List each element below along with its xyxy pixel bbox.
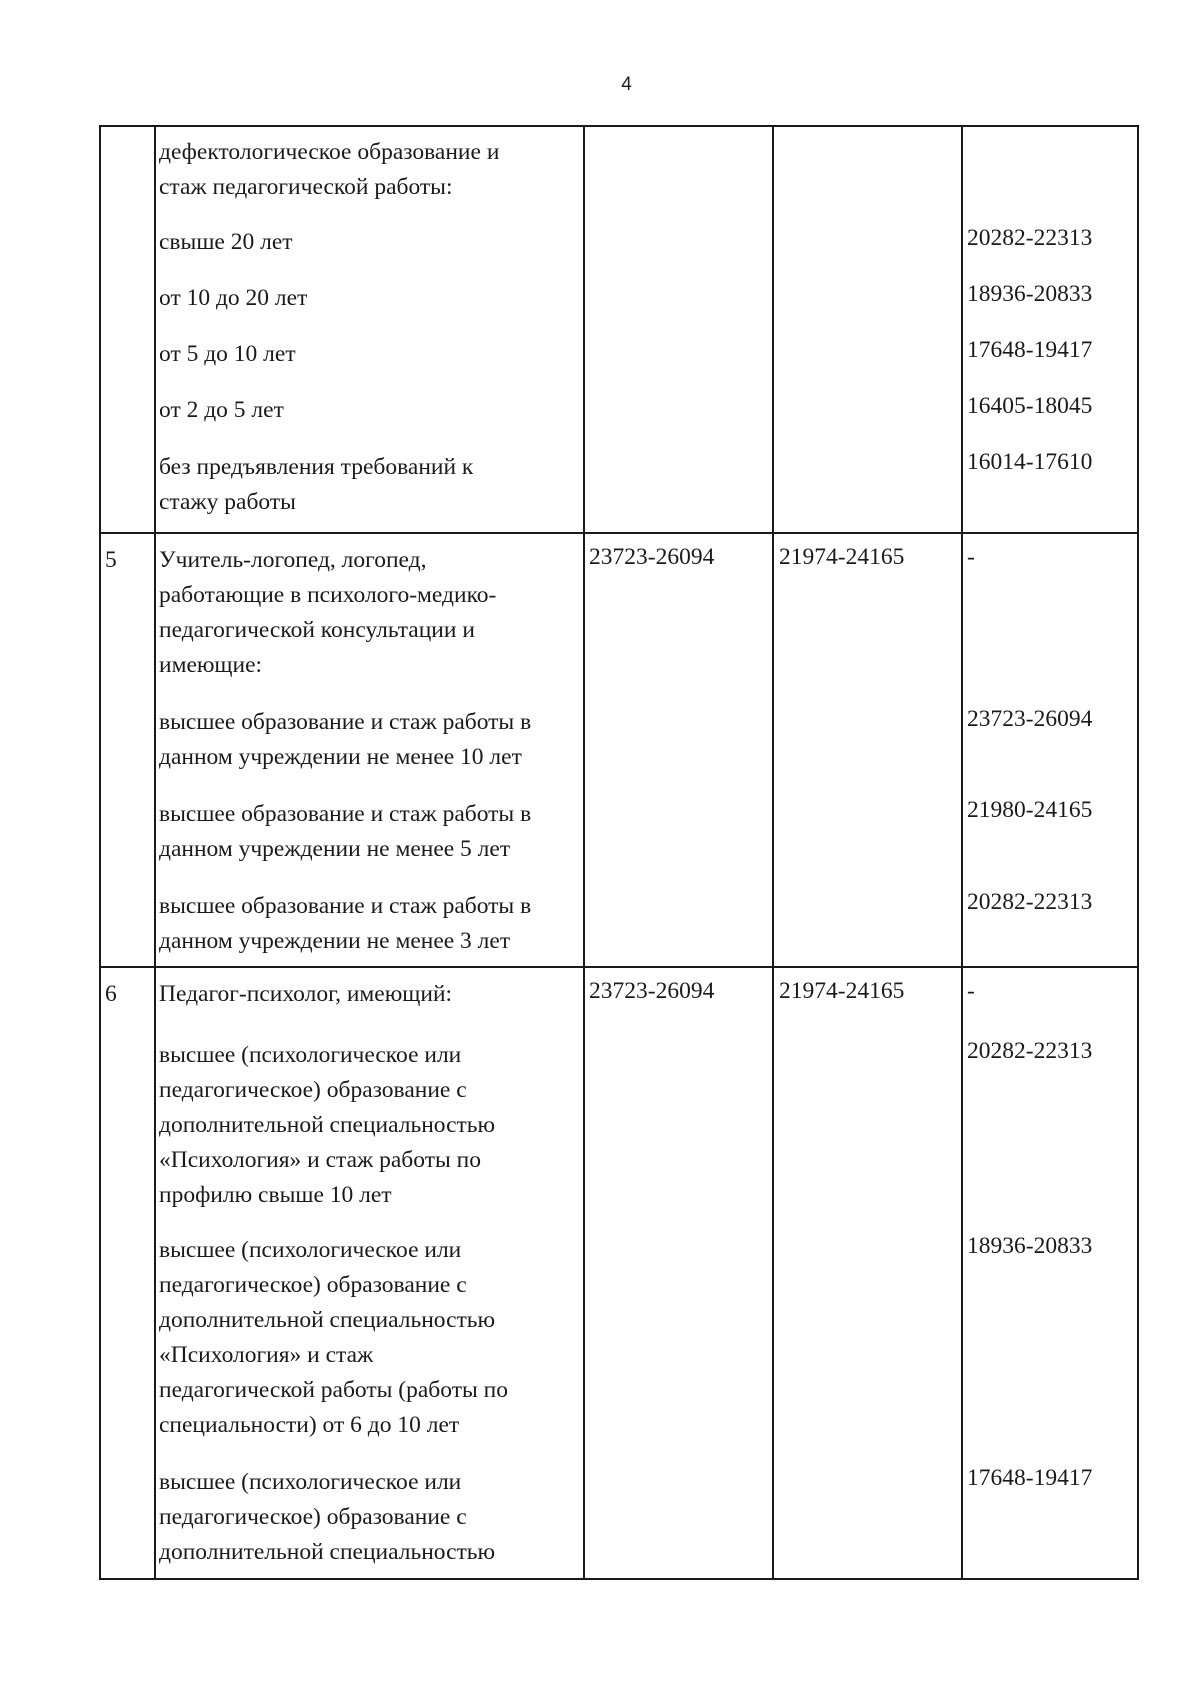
cell-text: высшее (психологическое или педагогическое) образование с дополнительной специальностью xyxy=(159,1469,496,1565)
salary-range: 16014-17610 xyxy=(967,449,1093,475)
salary-range: 17648-19417 xyxy=(967,1465,1093,1491)
salary-range: 18936-20833 xyxy=(967,1233,1093,1259)
salary-range: 20282-22313 xyxy=(967,225,1093,251)
cell-text: высшее образование и стаж работы в данном учреждении не менее 3 лет xyxy=(159,893,532,954)
salary-range: 21974-24165 xyxy=(779,978,905,1004)
cell-text: высшее (психологическое или педагогическое) образование с дополнительной специальностью «Психология» и стаж работы по профилю свыше 10 лет xyxy=(159,1042,496,1208)
dash-value: - xyxy=(967,978,975,1004)
cell-text: от 10 до 20 лет xyxy=(159,285,308,311)
table-top-border xyxy=(99,125,1139,127)
salary-range: 21980-24165 xyxy=(967,797,1093,823)
salary-range: 23723-26094 xyxy=(967,706,1093,732)
salary-range: 23723-26094 xyxy=(589,978,715,1004)
salary-range: 20282-22313 xyxy=(967,889,1093,915)
cell-text: от 2 до 5 лет xyxy=(159,397,284,423)
cell-text: Учитель-логопед, логопед, работающие в психолого-медико- педагогической консультации и имеющие: xyxy=(159,547,497,678)
cell-text: высшее образование и стаж работы в данном учреждении не менее 10 лет xyxy=(159,709,532,770)
col-border xyxy=(1137,125,1139,1580)
salary-range: 18936-20833 xyxy=(967,281,1093,307)
cell-text: без предъявления требований к стажу работы xyxy=(159,454,474,515)
salary-table xyxy=(99,125,1139,1580)
dash-value: - xyxy=(967,544,975,570)
salary-range: 17648-19417 xyxy=(967,337,1093,363)
col-border xyxy=(99,125,101,1580)
salary-range: 20282-22313 xyxy=(967,1038,1093,1064)
cell-text: от 5 до 10 лет xyxy=(159,341,296,367)
col-border xyxy=(772,125,774,1580)
salary-range: 21974-24165 xyxy=(779,544,905,570)
row-divider xyxy=(99,532,1139,534)
cell-text: высшее (психологическое или педагогическое) образование с дополнительной специальностью «Психология» и стаж педагогической работы (работы по специальности) от 6 до 10 лет xyxy=(159,1237,508,1438)
cell-text: Педагог-психолог, имеющий: xyxy=(159,981,453,1007)
table-bottom-border xyxy=(99,1578,1139,1580)
cell-text: свыше 20 лет xyxy=(159,229,293,255)
cell-text: дефектологическое образование и стаж педагогической работы: xyxy=(159,139,500,200)
col-border xyxy=(961,125,963,1580)
page-number: 4 xyxy=(621,74,632,95)
salary-range: 23723-26094 xyxy=(589,544,715,570)
col-border xyxy=(154,125,156,1580)
row-divider xyxy=(99,966,1139,968)
cell-text: высшее образование и стаж работы в данном учреждении не менее 5 лет xyxy=(159,801,532,862)
salary-range: 16405-18045 xyxy=(967,393,1093,419)
row-index: 5 xyxy=(105,547,117,573)
col-border xyxy=(583,125,585,1580)
row-index: 6 xyxy=(105,981,117,1007)
